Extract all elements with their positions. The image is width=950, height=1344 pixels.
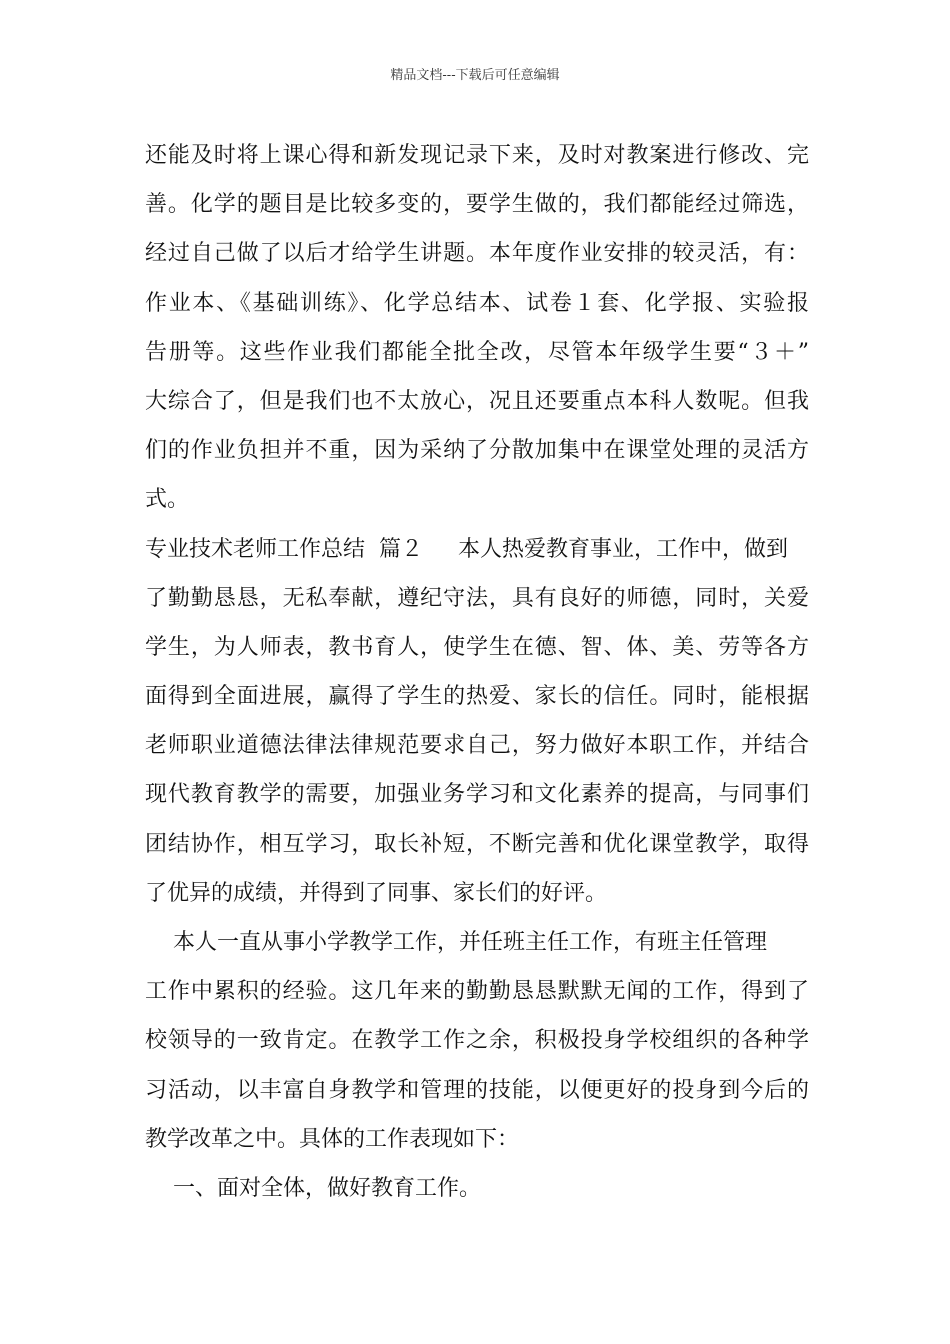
- text-line: 经过自己做了以后才给学生讲题。本年度作业安排的较灵活，有：: [145, 241, 809, 267]
- text-line: 团结协作，相互学习，取长补短，不断完善和优化课堂教学，取得: [145, 831, 809, 857]
- text-line: 校领导的一致肯定。在教学工作之余，积极投身学校组织的各种学: [145, 1028, 809, 1054]
- text-line: 教学改革之中。具体的工作表现如下：: [145, 1126, 520, 1152]
- text-line: 面得到全面进展，赢得了学生的热爱、家长的信任。同时，能根据: [145, 684, 809, 710]
- text-line: 学生，为人师表，教书育人，使学生在德、智、体、美、劳等各方: [145, 634, 809, 660]
- text-line: 善。化学的题目是比较多变的，要学生做的，我们都能经过筛选，: [145, 192, 809, 218]
- text-line: 了勤勤恳恳，无私奉献，遵纪守法，具有良好的师德，同时，关爱: [145, 585, 809, 611]
- text-line: 本人一直从事小学教学工作，并任班主任工作，有班主任管理: [145, 930, 767, 955]
- text-line: 们的作业负担并不重，因为采纳了分散加集中在课堂处理的灵活方: [145, 438, 809, 464]
- text-line: 老师职业道德法律法律规范要求自己，努力做好本职工作，并结合: [145, 733, 809, 759]
- text-line: 了优异的成绩，并得到了同事、家长们的好评。: [145, 880, 608, 906]
- text-line: 一、面对全体，做好教育工作。: [145, 1175, 481, 1201]
- text-line: 工作中累积的经验。这几年来的勤勤恳恳默默无闻的工作，得到了: [145, 979, 809, 1005]
- text-line: 现代教育教学的需要，加强业务学习和文化素养的提高，与同事们: [145, 782, 809, 808]
- text-line: 专业技术老师工作总结 篇２ 本人热爱教育事业，工作中，做到: [145, 536, 788, 562]
- text-line: 大综合了，但是我们也不太放心，况且还要重点本科人数呢。但我: [145, 388, 809, 414]
- page-header: 精品文档---下载后可任意编辑: [390, 68, 560, 83]
- text-line: 习活动，以丰富自身教学和管理的技能，以便更好的投身到今后的: [145, 1077, 809, 1103]
- text-line: 还能及时将上课心得和新发现记录下来，及时对教案进行修改、完: [145, 143, 809, 168]
- text-line: 式。: [145, 487, 190, 513]
- body-text: [145, 131, 809, 1213]
- text-line: 告册等。这些作业我们都能全批全改，尽管本年级学生要“３＋”: [145, 339, 809, 365]
- text-line: 作业本、《基础训练》、化学总结本、试卷１套、化学报、实验报: [145, 290, 809, 316]
